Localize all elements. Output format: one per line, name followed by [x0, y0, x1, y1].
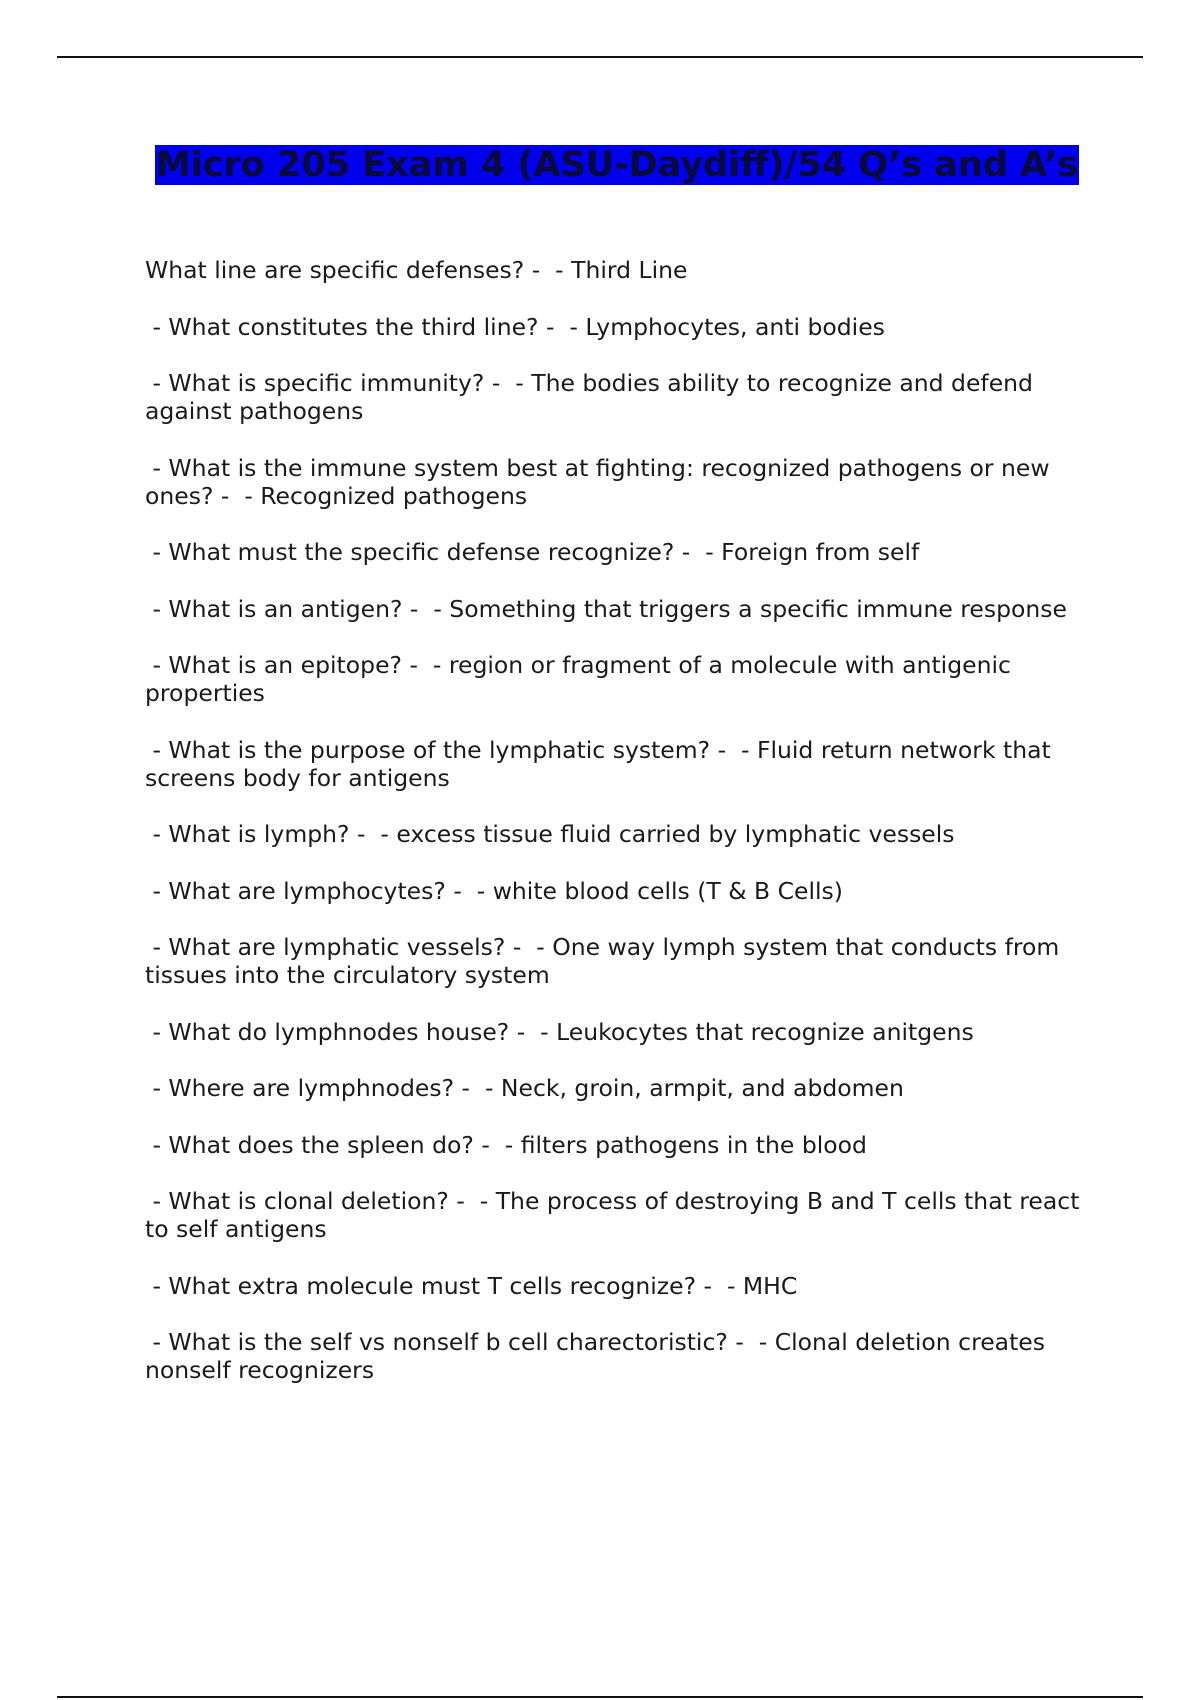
qa-item: - What are lymphatic vessels? - - One way lymph system that conducts from tissues into the circulatory system [145, 933, 1067, 989]
qa-item: - What is the purpose of the lymphatic system? - - Fluid return network that screens body for antigens [145, 735, 1059, 792]
qa-item: - What is an epitope? - - region or fragment of a molecule with antigenic properties [145, 651, 1019, 707]
bottom-rule [57, 1696, 1143, 1698]
qa-item: - What are lymphocytes? - - white blood cells (T & B Cells) [145, 876, 843, 905]
qa-item: - What extra molecule must T cells recognize? - - MHC [145, 1271, 798, 1300]
qa-item: What line are specific defenses? - - Third Line [145, 256, 688, 284]
qa-item: - What is the self vs nonself b cell charectoristic? - - Clonal deletion creates nonself recognizers [145, 1328, 1053, 1384]
qa-item: - What do lymphnodes house? - - Leukocytes that recognize anitgens [145, 1017, 974, 1046]
page-title-text: Micro 205 Exam 4 (ASU-Daydiff)/54 Q’s and A’s [155, 145, 1079, 185]
qa-list [145, 256, 1090, 1413]
qa-item: - What must the specific defense recognize? - - Foreign from self [145, 538, 920, 566]
qa-item: - What constitutes the third line? - - Lymphocytes, anti bodies [145, 312, 885, 341]
qa-item: - What is specific immunity? - - The bodies ability to recognize and defend against pathogens [145, 369, 1041, 425]
qa-item: - What is lymph? - - excess tissue fluid carried by lymphatic vessels [145, 820, 955, 848]
qa-item: - What does the spleen do? - - filters pathogens in the blood [145, 1130, 867, 1159]
qa-item: - What is the immune system best at fighting: recognized pathogens or new ones? - - Recognized pathogens [145, 453, 1058, 510]
top-rule [57, 56, 1143, 58]
qa-item: - Where are lymphnodes? - - Neck, groin, armpit, and abdomen [145, 1074, 904, 1102]
page-title [150, 144, 1084, 187]
qa-item: - What is an antigen? - - Something that triggers a specific immune response [145, 594, 1067, 623]
qa-item: - What is clonal deletion? - - The process of destroying B and T cells that react to self antigens [145, 1187, 1087, 1243]
